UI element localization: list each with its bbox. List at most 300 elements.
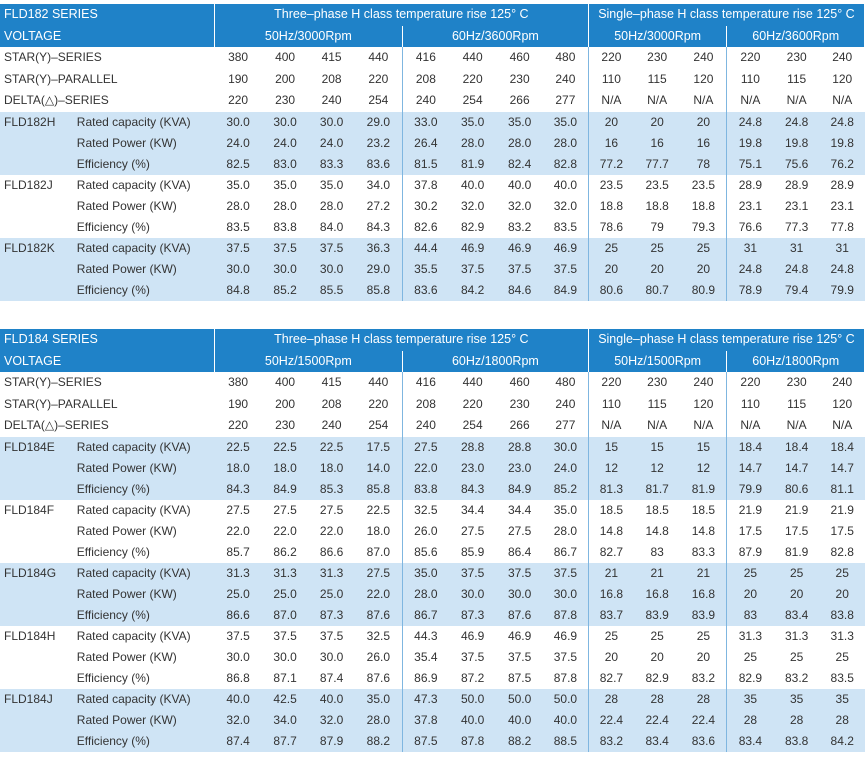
spec-value: 25: [634, 626, 681, 647]
spec-value: 24.8: [773, 112, 820, 133]
spec-value: 22.0: [214, 521, 262, 542]
frequency-header: 50Hz/1500Rpm: [214, 351, 402, 373]
voltage-value: 200: [262, 69, 309, 91]
spec-value: 31: [727, 238, 774, 259]
spec-value: 23.2: [355, 133, 403, 154]
spec-value: 86.8: [214, 668, 262, 689]
model-name: FLD182J: [0, 175, 73, 196]
voltage-value: 208: [402, 69, 449, 91]
model-name: [0, 584, 73, 605]
spec-value: 18.4: [773, 437, 820, 458]
spec-value: 84.3: [449, 479, 497, 500]
spec-value: 83.3: [680, 542, 727, 563]
parameter-label: Rated Power (KW): [73, 584, 215, 605]
spec-value: 21.9: [727, 500, 774, 521]
voltage-value: 254: [355, 415, 403, 437]
spec-value: 81.9: [449, 154, 497, 175]
spec-value: 82.8: [543, 154, 589, 175]
voltage-value: 230: [773, 47, 820, 69]
spec-value: 85.9: [449, 542, 497, 563]
spec-value: 83.9: [634, 605, 681, 626]
spec-value: 83.2: [773, 668, 820, 689]
voltage-value: 240: [820, 47, 865, 69]
single-phase-title: Single–phase H class temperature rise 125° C: [588, 4, 864, 26]
model-name: [0, 154, 73, 175]
spec-value: 40.0: [449, 710, 497, 731]
voltage-value: 220: [588, 47, 633, 69]
spec-value: 40.0: [496, 710, 543, 731]
parameter-label: Rated Power (KW): [73, 710, 215, 731]
parameter-label: Rated Power (KW): [73, 521, 215, 542]
spec-value: 83: [727, 605, 774, 626]
voltage-value: 400: [262, 372, 309, 394]
voltage-value: 230: [496, 69, 543, 91]
spec-value: 46.9: [496, 238, 543, 259]
voltage-connection-label: STAR(Y)–SERIES: [0, 47, 214, 69]
spec-value: 40.0: [449, 175, 497, 196]
voltage-value: 120: [680, 394, 727, 416]
model-name: [0, 259, 73, 280]
voltage-value: 240: [820, 372, 865, 394]
model-name: FLD184J: [0, 689, 73, 710]
spec-value: 79.9: [727, 479, 774, 500]
parameter-label: Rated capacity (KVA): [73, 437, 215, 458]
voltage-value: 220: [727, 372, 774, 394]
voltage-value: 240: [543, 69, 589, 91]
spec-value: 35.0: [214, 175, 262, 196]
spec-value: 30.0: [214, 647, 262, 668]
voltage-value: 416: [402, 372, 449, 394]
spec-value: 17.5: [355, 437, 403, 458]
spec-value: 28.0: [543, 521, 589, 542]
spec-value: 18.0: [355, 521, 403, 542]
voltage-value: N/A: [773, 90, 820, 112]
spec-value: 35.0: [543, 500, 589, 521]
spec-value: 37.5: [262, 238, 309, 259]
series-header-row: [0, 329, 865, 351]
model-row: [0, 458, 865, 479]
fld184-spec-table: [0, 329, 865, 752]
spec-value: 15: [634, 437, 681, 458]
spec-value: 87.6: [355, 668, 403, 689]
spec-value: 32.5: [402, 500, 449, 521]
spec-value: 18.0: [308, 458, 355, 479]
spec-value: 36.3: [355, 238, 403, 259]
model-row: [0, 437, 865, 458]
spec-value: 27.5: [449, 521, 497, 542]
voltage-value: 115: [773, 394, 820, 416]
model-name: [0, 280, 73, 301]
spec-value: 22.5: [355, 500, 403, 521]
voltage-value: N/A: [773, 415, 820, 437]
voltage-value: 208: [308, 394, 355, 416]
spec-value: 18.4: [727, 437, 774, 458]
spec-value: 85.3: [308, 479, 355, 500]
spec-value: 16: [680, 133, 727, 154]
spec-value: 16.8: [588, 584, 633, 605]
spec-value: 34.0: [355, 175, 403, 196]
voltage-value: 220: [214, 415, 262, 437]
spec-value: 83.4: [773, 605, 820, 626]
spec-value: 87.8: [543, 668, 589, 689]
spec-value: 28.0: [543, 133, 589, 154]
spec-value: 25.0: [308, 584, 355, 605]
spec-value: 77.2: [588, 154, 633, 175]
voltage-value: 220: [214, 90, 262, 112]
spec-value: 28: [634, 689, 681, 710]
spec-value: 24.0: [543, 458, 589, 479]
spec-value: 17.5: [773, 521, 820, 542]
spec-value: 40.0: [543, 175, 589, 196]
model-row: [0, 563, 865, 584]
spec-value: 80.6: [588, 280, 633, 301]
spec-value: 14.0: [355, 458, 403, 479]
voltage-connection-label: STAR(Y)–SERIES: [0, 372, 214, 394]
spec-value: 22.0: [402, 458, 449, 479]
spec-value: 87.9: [727, 542, 774, 563]
spec-value: 18.8: [680, 196, 727, 217]
spec-value: 22.0: [308, 521, 355, 542]
spec-value: 20: [680, 259, 727, 280]
parameter-label: Efficiency (%): [73, 280, 215, 301]
spec-value: 84.3: [355, 217, 403, 238]
frequency-header: 60Hz/1800Rpm: [402, 351, 588, 373]
spec-value: 79.3: [680, 217, 727, 238]
spec-value: 83.5: [214, 217, 262, 238]
spec-value: 87.2: [449, 668, 497, 689]
spec-value: 83.5: [820, 668, 865, 689]
series-title: FLD184 SERIES: [0, 329, 214, 351]
spec-value: 30.0: [214, 112, 262, 133]
spec-value: 82.6: [402, 217, 449, 238]
spec-value: 23.1: [773, 196, 820, 217]
model-row: [0, 500, 865, 521]
spec-value: 35: [727, 689, 774, 710]
spec-value: 37.5: [496, 563, 543, 584]
spec-value: 37.8: [402, 710, 449, 731]
voltage-value: 115: [773, 69, 820, 91]
spec-value: 75.1: [727, 154, 774, 175]
spec-value: 76.2: [820, 154, 865, 175]
voltage-header-row: [0, 351, 865, 373]
spec-value: 86.7: [543, 542, 589, 563]
spec-value: 83.6: [355, 154, 403, 175]
model-row: [0, 626, 865, 647]
voltage-value: 230: [634, 47, 681, 69]
spec-value: 37.5: [308, 238, 355, 259]
spec-value: 25: [820, 563, 865, 584]
voltage-value: 110: [727, 69, 774, 91]
spec-value: 46.9: [543, 238, 589, 259]
spec-value: 85.6: [402, 542, 449, 563]
spec-value: 28.8: [449, 437, 497, 458]
voltage-value: 480: [543, 372, 589, 394]
spec-value: 30.0: [262, 259, 309, 280]
parameter-label: Rated Power (KW): [73, 133, 215, 154]
model-row: [0, 154, 865, 175]
spec-value: 28.0: [262, 196, 309, 217]
voltage-row: [0, 69, 865, 91]
spec-value: 78: [680, 154, 727, 175]
model-name: [0, 605, 73, 626]
spec-value: 17.5: [727, 521, 774, 542]
spec-value: 20: [820, 584, 865, 605]
spec-value: 28: [680, 689, 727, 710]
spec-value: 25: [634, 238, 681, 259]
spec-value: 22.5: [262, 437, 309, 458]
spec-value: 84.0: [308, 217, 355, 238]
voltage-connection-label: STAR(Y)–PARALLEL: [0, 69, 214, 91]
spec-value: 33.0: [402, 112, 449, 133]
voltage-value: 220: [355, 394, 403, 416]
spec-value: 30.0: [449, 584, 497, 605]
spec-value: 18.4: [820, 437, 865, 458]
spec-value: 35.0: [262, 175, 309, 196]
spec-value: 27.5: [355, 563, 403, 584]
parameter-label: Efficiency (%): [73, 731, 215, 752]
parameter-label: Rated capacity (KVA): [73, 689, 215, 710]
spec-value: 46.9: [449, 238, 497, 259]
spec-value: 87.5: [402, 731, 449, 752]
spec-value: 86.2: [262, 542, 309, 563]
spec-value: 17.5: [820, 521, 865, 542]
spec-value: 32.0: [308, 710, 355, 731]
spec-value: 88.2: [496, 731, 543, 752]
voltage-value: 277: [543, 90, 589, 112]
model-row: [0, 112, 865, 133]
spec-value: 25: [680, 238, 727, 259]
parameter-label: Rated Power (KW): [73, 458, 215, 479]
spec-value: 83.6: [680, 731, 727, 752]
spec-value: 80.9: [680, 280, 727, 301]
spec-value: 87.1: [262, 668, 309, 689]
spec-value: 25: [773, 647, 820, 668]
voltage-value: 415: [308, 47, 355, 69]
spec-value: 35.0: [543, 112, 589, 133]
spec-value: 28: [773, 710, 820, 731]
spec-value: 31.3: [773, 626, 820, 647]
model-name: [0, 217, 73, 238]
spec-value: 16.8: [680, 584, 727, 605]
parameter-label: Rated Power (KW): [73, 196, 215, 217]
voltage-row: [0, 415, 865, 437]
voltage-header-row: [0, 26, 865, 48]
spec-value: 26.4: [402, 133, 449, 154]
fld182-spec-table: [0, 4, 865, 301]
voltage-value: 480: [543, 47, 589, 69]
model-name: [0, 196, 73, 217]
voltage-value: 266: [496, 415, 543, 437]
spec-value: 84.9: [496, 479, 543, 500]
spec-value: 50.0: [449, 689, 497, 710]
spec-value: 14.8: [588, 521, 633, 542]
voltage-value: 115: [634, 394, 681, 416]
spec-value: 50.0: [543, 689, 589, 710]
voltage-value: N/A: [680, 415, 727, 437]
spec-value: 81.9: [773, 542, 820, 563]
model-row: [0, 647, 865, 668]
spec-value: 20: [680, 112, 727, 133]
spec-value: 28.0: [449, 133, 497, 154]
voltage-row: [0, 394, 865, 416]
spec-value: 40.0: [308, 689, 355, 710]
model-row: [0, 238, 865, 259]
voltage-value: 440: [355, 372, 403, 394]
spec-value: 82.9: [634, 668, 681, 689]
spec-value: 88.2: [355, 731, 403, 752]
spec-value: 83.2: [680, 668, 727, 689]
spec-value: 23.5: [680, 175, 727, 196]
spec-value: 29.0: [355, 259, 403, 280]
spec-value: 12: [634, 458, 681, 479]
voltage-value: 120: [820, 69, 865, 91]
voltage-row: [0, 47, 865, 69]
voltage-value: N/A: [820, 90, 865, 112]
spec-value: 85.8: [355, 479, 403, 500]
parameter-label: Rated Power (KW): [73, 647, 215, 668]
spec-value: 30.0: [543, 584, 589, 605]
voltage-value: N/A: [634, 415, 681, 437]
model-row: [0, 689, 865, 710]
spec-value: 84.2: [449, 280, 497, 301]
spec-value: 26.0: [355, 647, 403, 668]
spec-value: 18.5: [588, 500, 633, 521]
spec-value: 28.0: [308, 196, 355, 217]
spec-value: 28.9: [820, 175, 865, 196]
spec-value: 20: [588, 647, 633, 668]
spec-value: 83.4: [634, 731, 681, 752]
parameter-label: Efficiency (%): [73, 542, 215, 563]
spec-value: 28.0: [496, 133, 543, 154]
spec-value: 27.5: [262, 500, 309, 521]
model-row: [0, 605, 865, 626]
spec-value: 34.4: [449, 500, 497, 521]
spec-value: 15: [588, 437, 633, 458]
spec-value: 30.0: [262, 647, 309, 668]
frequency-header: 60Hz/3600Rpm: [727, 26, 865, 48]
spec-value: 18.0: [262, 458, 309, 479]
spec-value: 88.5: [543, 731, 589, 752]
voltage-value: 460: [496, 372, 543, 394]
model-name: [0, 647, 73, 668]
model-row: [0, 280, 865, 301]
spec-value: 31.3: [214, 563, 262, 584]
spec-value: 27.5: [308, 500, 355, 521]
spec-value: 28.9: [727, 175, 774, 196]
spec-value: 23.5: [588, 175, 633, 196]
spec-value: 25: [680, 626, 727, 647]
spec-value: 32.0: [214, 710, 262, 731]
spec-value: 35.4: [402, 647, 449, 668]
voltage-value: 440: [449, 372, 497, 394]
spec-value: 81.9: [680, 479, 727, 500]
model-name: [0, 479, 73, 500]
spec-value: 31.3: [727, 626, 774, 647]
parameter-label: Efficiency (%): [73, 154, 215, 175]
spec-value: 80.7: [634, 280, 681, 301]
spec-value: 30.0: [262, 112, 309, 133]
spec-value: 81.3: [588, 479, 633, 500]
frequency-header: 50Hz/1500Rpm: [588, 351, 726, 373]
spec-value: 24.0: [214, 133, 262, 154]
parameter-label: Rated capacity (KVA): [73, 626, 215, 647]
parameter-label: Efficiency (%): [73, 605, 215, 626]
voltage-value: 230: [773, 372, 820, 394]
voltage-value: 380: [214, 47, 262, 69]
spec-value: 35.0: [355, 689, 403, 710]
spec-value: 83.8: [773, 731, 820, 752]
spec-value: 20: [634, 259, 681, 280]
voltage-value: 400: [262, 47, 309, 69]
spec-value: 24.8: [773, 259, 820, 280]
voltage-value: 240: [402, 415, 449, 437]
spec-value: 24.8: [820, 112, 865, 133]
spec-value: 20: [588, 112, 633, 133]
model-name: FLD182K: [0, 238, 73, 259]
model-name: [0, 668, 73, 689]
spec-value: 35: [820, 689, 865, 710]
voltage-value: 380: [214, 372, 262, 394]
spec-value: 84.8: [214, 280, 262, 301]
spec-value: 16: [634, 133, 681, 154]
parameter-label: Efficiency (%): [73, 217, 215, 238]
spec-value: 12: [680, 458, 727, 479]
model-name: FLD184H: [0, 626, 73, 647]
spec-value: 28.0: [355, 710, 403, 731]
model-name: [0, 710, 73, 731]
model-row: [0, 584, 865, 605]
spec-value: 87.4: [308, 668, 355, 689]
spec-value: 14.7: [727, 458, 774, 479]
parameter-label: Rated Power (KW): [73, 259, 215, 280]
spec-value: 21: [588, 563, 633, 584]
voltage-value: 415: [308, 372, 355, 394]
voltage-value: 208: [402, 394, 449, 416]
frequency-header: 60Hz/3600Rpm: [402, 26, 588, 48]
spec-value: 47.3: [402, 689, 449, 710]
spec-value: 21: [680, 563, 727, 584]
spec-value: 86.7: [402, 605, 449, 626]
spec-value: 86.6: [308, 542, 355, 563]
spec-value: 25.0: [214, 584, 262, 605]
spec-value: 82.7: [588, 668, 633, 689]
spec-value: 30.0: [308, 647, 355, 668]
spec-value: 30.0: [543, 437, 589, 458]
voltage-value: N/A: [634, 90, 681, 112]
spec-value: 23.1: [727, 196, 774, 217]
spec-value: 37.5: [496, 647, 543, 668]
spec-value: 35.0: [449, 112, 497, 133]
voltage-value: 240: [680, 47, 727, 69]
spec-value: 22.5: [308, 437, 355, 458]
spec-value: 87.3: [308, 605, 355, 626]
spec-value: 40.0: [214, 689, 262, 710]
spec-value: 14.7: [773, 458, 820, 479]
spec-value: 37.5: [449, 259, 497, 280]
spec-value: 22.4: [680, 710, 727, 731]
single-phase-title: Single–phase H class temperature rise 125° C: [588, 329, 864, 351]
model-name: FLD184G: [0, 563, 73, 584]
voltage-value: 220: [449, 394, 497, 416]
spec-value: 31.3: [262, 563, 309, 584]
spec-value: 27.5: [214, 500, 262, 521]
spec-value: 20: [634, 647, 681, 668]
spec-value: 27.5: [496, 521, 543, 542]
voltage-value: N/A: [588, 90, 633, 112]
spec-value: 81.5: [402, 154, 449, 175]
spec-value: 22.5: [214, 437, 262, 458]
spec-value: 82.9: [727, 668, 774, 689]
